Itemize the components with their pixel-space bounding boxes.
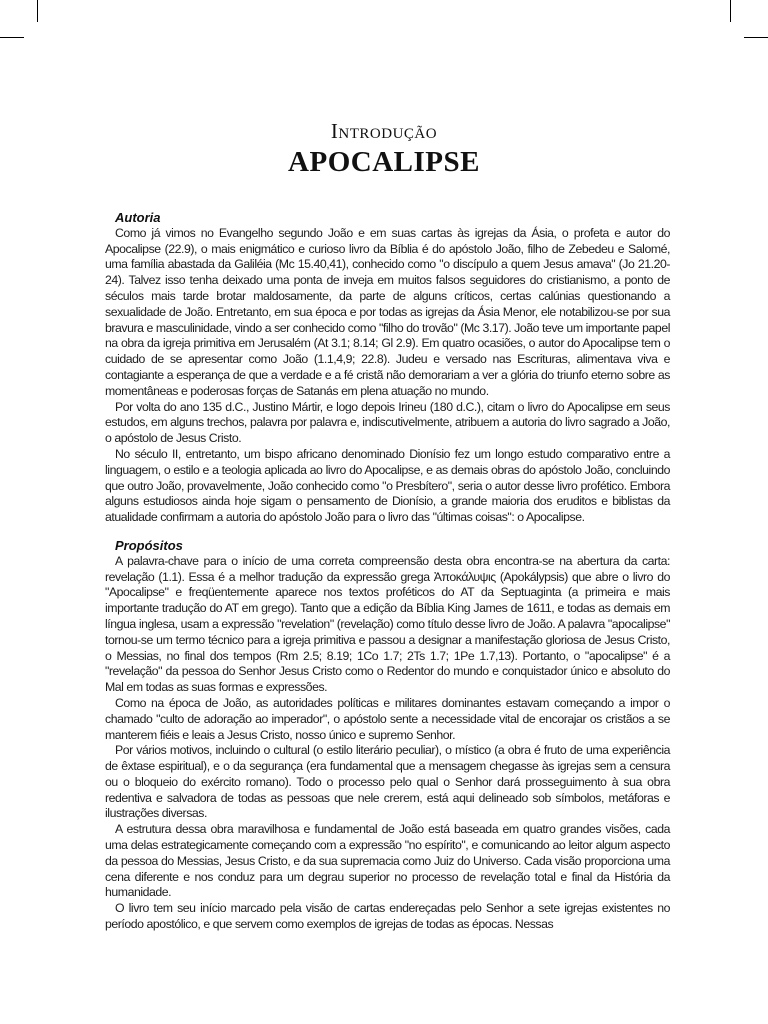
paragraph: Por vários motivos, incluindo o cultural (o estilo literário peculiar), o místico (a obra é fruto de uma experiência de êxtase espiritual), e o da segurança (era fundamental que a mensagem chegasse às igrejas sem a censura ou o bloqueio do exército romano). Todo o processo pelo qual o Senhor dará prosseguimento à sua obra redentiva e salvadora de todas as pessoas que nele crerem, está aqui delineado sob símbolos, metáforas e ilustrações diversas. <box>105 743 670 821</box>
section-heading: Propósitos <box>115 537 183 553</box>
paragraph: A palavra-chave para o início de uma correta compreensão desta obra encontra-se na abertura da carta: revelação (1.1). Essa é a melhor tradução da expressão grega Ἀποκάλυψις (Apokálypsis) que abre o livro do "Apocalipse" e freqüentemente aparece nos textos proféticos do AT da Septuaginta (a primeira e mais importante tradução do AT em grego). Tanto que a edição da Bíblia King James de 1611, e todas as demais em língua inglesa, usam a expressão "revelation" (revelação) como título desse livro de João. A palavra "apocalipse" tornou-se um termo técnico para a igreja primitiva e passou a designar a manifestação gloriosa de Jesus Cristo, o Messias, no final dos tempos (Rm 2.5; 8.19; 1Co 1.7; 2Ts 1.7; 1Pe 1.7,13). Portanto, o "apocalipse" é a "revelação" da pessoa do Senhor Jesus Cristo como o Redentor do mundo e conquistador único e absoluto do Mal em todas as suas formas e expressões. <box>105 553 670 695</box>
page-title: APOCALIPSE <box>288 146 480 178</box>
paragraph: A estrutura dessa obra maravilhosa e fundamental de João está baseada em quatro grandes visões, cada uma delas estrategicamente começando com a expressão "no espírito", e comunicando ao leitor algum aspecto da pessoa do Messias, Jesus Cristo, e da sua supremacia como Juiz do Universo. Cada visão proporciona uma cena diferente e nos conduz para um degrau superior no processo de revelação total e final da História da humanidade. <box>105 822 670 900</box>
section-propositos <box>105 538 670 933</box>
paragraph: Como já vimos no Evangelho segundo João e em suas cartas às igrejas da Ásia, o profeta e autor do Apocalipse (22.9), o mais enigmático e curioso livro da Bíblia é do apóstolo João, filho de Zebedeu e Salomé, uma família abastada da Galiléia (Mc 15.40,41), conhecido como "o discípulo a quem Jesus amava" (Jo 21.20-24). Talvez isso tenha deixado uma ponta de inveja em muitos falsos seguidores do cristianismo, a ponto de séculos mais tarde brotar maldosamente, da parte de alguns críticos, certas calúnias questionando a sexualidade de João. Entretanto, em sua época e por todas as igrejas da Ásia Menor, ele notabilizou-se por sua bravura e masculinidade, vindo a ser conhecido como "filho do trovão" (Mc 3.17). João teve um importante papel na obra da igreja primitiva em Jerusalém (At 3.1; 8.14; Gl 2.9). Em quatro ocasiões, o autor do Apocalipse tem o cuidado de se apresentar como João (1.1,4,9; 22.8). Judeu e versado nas Escrituras, alimentava viva e contagiante a esperança de que a verdade e a fé cristã não demorariam a ver a glória do triunfo eterno sobre as momentâneas e poderosas forças de Satanás em plena atuação no mundo. <box>105 225 670 398</box>
crop-mark-right-horizontal <box>744 37 768 38</box>
crop-mark-left-horizontal <box>0 37 24 38</box>
crop-mark-right-vertical <box>730 0 731 22</box>
paragraph: Por volta do ano 135 d.C., Justino Mártir, e logo depois Irineu (180 d.C.), citam o livro do Apocalipse em seus estudos, em alguns trechos, palavra por palavra e, indiscutivelmente, atribuem a autoria do livro sagrado a João, o apóstolo de Jesus Cristo. <box>105 399 670 446</box>
page-header <box>0 118 768 180</box>
crop-mark-left-vertical <box>37 0 38 22</box>
section-heading: Autoria <box>115 210 161 225</box>
paragraph: O livro tem seu início marcado pela visão de cartas endereçadas pelo Senhor a sete igrejas existentes no período apostólico, e que servem como exemplos de igrejas de todas as épocas. Nessas <box>105 901 670 932</box>
document-body <box>105 210 670 933</box>
paragraph: No século II, entretanto, um bispo africano denominado Dionísio fez um longo estudo comparativo entre a linguagem, o estilo e a teologia aplicada ao livro do Apocalipse, e as demais obras do apóstolo João, concluindo que outro João, provavelmente, João conhecido como "o Presbítero", seria o autor desse livro profético. Embora alguns estudiosos ainda hoje sigam o pensamento de Dionísio, a grande maioria dos eruditos e biblistas da atualidade confirmam a autoria do apóstolo João para o livro das "últimas coisas": o Apocalipse. <box>105 446 670 525</box>
section-autoria <box>105 210 670 526</box>
chapter-kicker: Introdução <box>330 119 438 143</box>
paragraph: Como na época de João, as autoridades políticas e militares dominantes estavam começando a impor o chamado "culto de adoração ao imperador", o apóstolo sente a necessidade vital de encorajar os cristãos a se manterem fiéis e leais a Jesus Cristo, nosso único e supremo Senhor. <box>105 695 670 742</box>
